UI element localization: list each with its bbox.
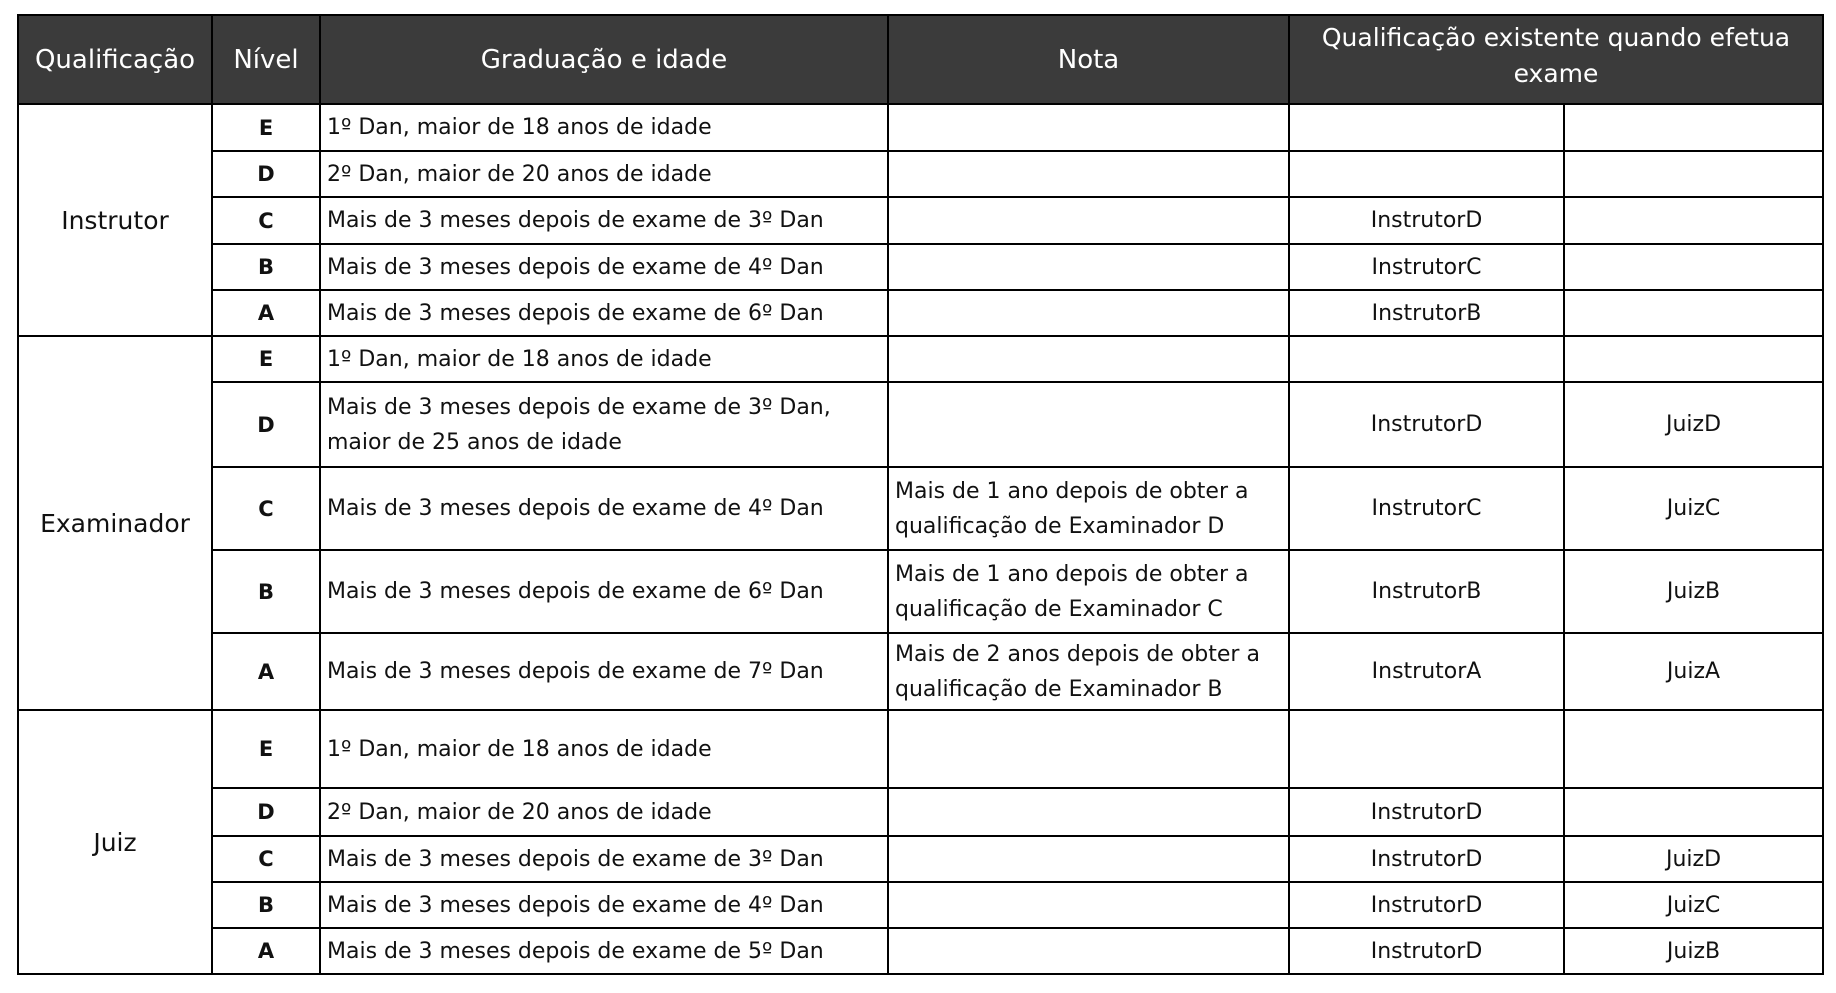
table-row — [18, 336, 1823, 382]
existing-qualification-1-cell: InstrutorD — [1289, 197, 1564, 244]
header-nota: Nota — [888, 15, 1289, 104]
table-row — [18, 836, 1823, 882]
graduation-cell: Mais de 3 meses depois de exame de 6º Dan — [320, 550, 888, 633]
existing-qualification-2-cell: JuizC — [1564, 882, 1823, 928]
table-row — [18, 928, 1823, 974]
level-cell: B — [212, 550, 320, 633]
header-nivel: Nível — [212, 15, 320, 104]
note-cell — [888, 710, 1289, 788]
graduation-cell: 2º Dan, maior de 20 anos de idade — [320, 151, 888, 197]
graduation-cell: 1º Dan, maior de 18 anos de idade — [320, 336, 888, 382]
table-row — [18, 467, 1823, 550]
graduation-cell: Mais de 3 meses depois de exame de 4º Dan — [320, 882, 888, 928]
existing-qualification-2-cell — [1564, 244, 1823, 290]
table-row — [18, 710, 1823, 788]
graduation-cell: Mais de 3 meses depois de exame de 4º Dan — [320, 244, 888, 290]
existing-qualification-2-cell — [1564, 290, 1823, 336]
graduation-cell: Mais de 3 meses depois de exame de 7º Dan — [320, 633, 888, 710]
existing-qualification-1-cell: InstrutorB — [1289, 290, 1564, 336]
note-cell — [888, 151, 1289, 197]
existing-qualification-1-cell: InstrutorD — [1289, 882, 1564, 928]
existing-qualification-2-cell — [1564, 151, 1823, 197]
existing-qualification-1-cell: InstrutorC — [1289, 467, 1564, 550]
header-graduacao: Graduação e idade — [320, 15, 888, 104]
level-cell: A — [212, 928, 320, 974]
table-row — [18, 788, 1823, 836]
existing-qualification-2-cell: JuizB — [1564, 928, 1823, 974]
level-cell: C — [212, 467, 320, 550]
graduation-cell: Mais de 3 meses depois de exame de 3º Dan — [320, 197, 888, 244]
existing-qualification-1-cell: InstrutorA — [1289, 633, 1564, 710]
graduation-cell: 2º Dan, maior de 20 anos de idade — [320, 788, 888, 836]
header-qualificacao: Qualificação — [18, 15, 212, 104]
level-cell: B — [212, 244, 320, 290]
table-row — [18, 382, 1823, 467]
graduation-cell: Mais de 3 meses depois de exame de 4º Dan — [320, 467, 888, 550]
note-cell — [888, 382, 1289, 467]
level-cell: D — [212, 382, 320, 467]
note-cell — [888, 336, 1289, 382]
header-qualificacao-existente: Qualificação existente quando efetua exame — [1289, 15, 1823, 104]
existing-qualification-1-cell: InstrutorB — [1289, 550, 1564, 633]
existing-qualification-2-cell: JuizC — [1564, 467, 1823, 550]
existing-qualification-2-cell: JuizB — [1564, 550, 1823, 633]
level-cell: D — [212, 151, 320, 197]
note-cell — [888, 244, 1289, 290]
existing-qualification-1-cell — [1289, 104, 1564, 151]
graduation-cell: 1º Dan, maior de 18 anos de idade — [320, 710, 888, 788]
existing-qualification-2-cell — [1564, 788, 1823, 836]
level-cell: B — [212, 882, 320, 928]
category-cell: Examinador — [18, 336, 212, 710]
note-cell: Mais de 1 ano depois de obter a qualificação de Examinador D — [888, 467, 1289, 550]
existing-qualification-1-cell — [1289, 151, 1564, 197]
level-cell: E — [212, 710, 320, 788]
level-cell: A — [212, 633, 320, 710]
graduation-cell: Mais de 3 meses depois de exame de 3º Dan — [320, 836, 888, 882]
level-cell: E — [212, 336, 320, 382]
existing-qualification-1-cell: InstrutorD — [1289, 836, 1564, 882]
qualification-table — [17, 14, 1824, 975]
level-cell: C — [212, 836, 320, 882]
note-cell — [888, 788, 1289, 836]
table-row — [18, 197, 1823, 244]
existing-qualification-1-cell — [1289, 710, 1564, 788]
category-cell: Juiz — [18, 710, 212, 974]
existing-qualification-2-cell — [1564, 197, 1823, 244]
graduation-cell: 1º Dan, maior de 18 anos de idade — [320, 104, 888, 151]
existing-qualification-2-cell: JuizD — [1564, 836, 1823, 882]
existing-qualification-2-cell: JuizD — [1564, 382, 1823, 467]
note-cell: Mais de 2 anos depois de obter a qualificação de Examinador B — [888, 633, 1289, 710]
table-row — [18, 104, 1823, 151]
table-row — [18, 882, 1823, 928]
level-cell: D — [212, 788, 320, 836]
table-row — [18, 633, 1823, 710]
existing-qualification-1-cell: InstrutorD — [1289, 788, 1564, 836]
existing-qualification-1-cell — [1289, 336, 1564, 382]
category-cell: Instrutor — [18, 104, 212, 336]
note-cell — [888, 928, 1289, 974]
note-cell — [888, 836, 1289, 882]
qualification-table-sheet — [17, 14, 1824, 975]
level-cell: E — [212, 104, 320, 151]
existing-qualification-2-cell — [1564, 710, 1823, 788]
graduation-cell: Mais de 3 meses depois de exame de 5º Dan — [320, 928, 888, 974]
note-cell — [888, 104, 1289, 151]
existing-qualification-1-cell: InstrutorC — [1289, 244, 1564, 290]
header-row — [18, 15, 1823, 104]
existing-qualification-2-cell — [1564, 336, 1823, 382]
existing-qualification-1-cell: InstrutorD — [1289, 928, 1564, 974]
table-row — [18, 550, 1823, 633]
existing-qualification-2-cell: JuizA — [1564, 633, 1823, 710]
note-cell: Mais de 1 ano depois de obter a qualificação de Examinador C — [888, 550, 1289, 633]
existing-qualification-1-cell: InstrutorD — [1289, 382, 1564, 467]
level-cell: A — [212, 290, 320, 336]
table-row — [18, 151, 1823, 197]
table-row — [18, 244, 1823, 290]
table-row — [18, 290, 1823, 336]
graduation-cell: Mais de 3 meses depois de exame de 3º Dan, maior de 25 anos de idade — [320, 382, 888, 467]
graduation-cell: Mais de 3 meses depois de exame de 6º Dan — [320, 290, 888, 336]
note-cell — [888, 882, 1289, 928]
level-cell: C — [212, 197, 320, 244]
existing-qualification-2-cell — [1564, 104, 1823, 151]
note-cell — [888, 197, 1289, 244]
note-cell — [888, 290, 1289, 336]
